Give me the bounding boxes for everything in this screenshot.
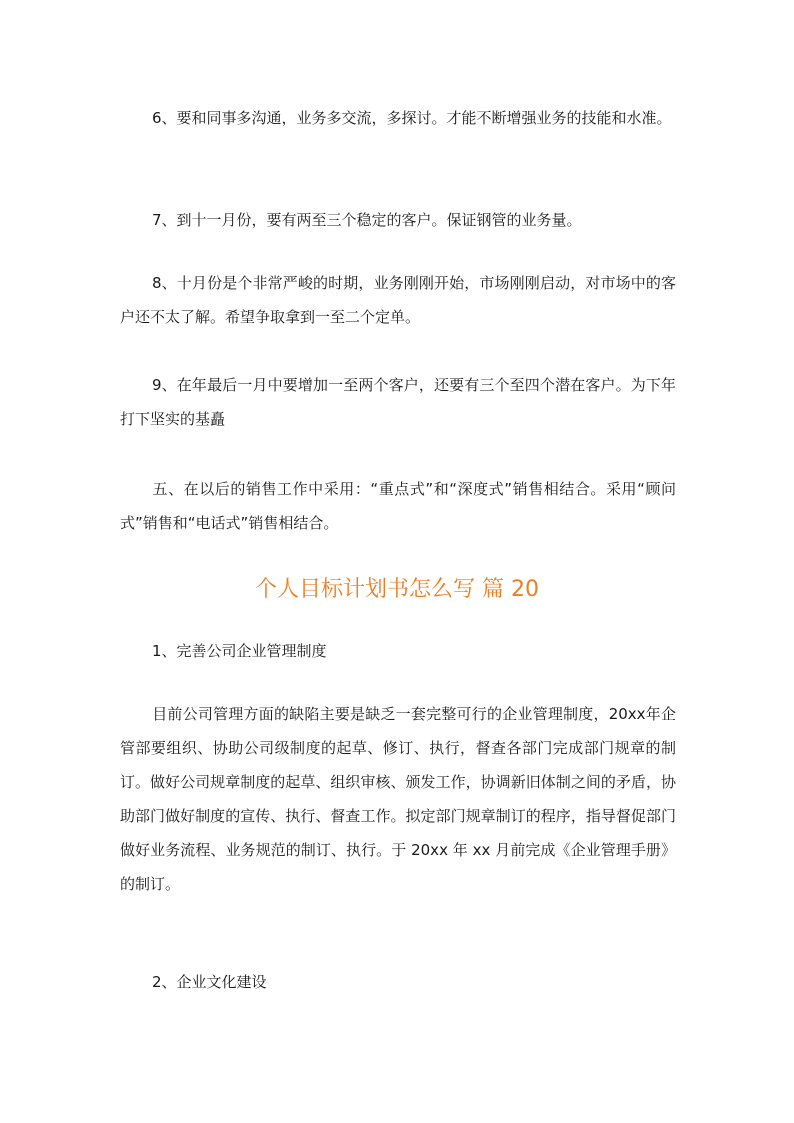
- paragraph-body: [120, 697, 676, 901]
- paragraph-text: 1、完善公司企业管理制度: [152, 642, 327, 660]
- paragraph-item-6: [120, 101, 676, 135]
- paragraph-section-5: [120, 472, 676, 540]
- paragraph-item-2: [120, 965, 676, 999]
- paragraph-text: 五、在以后的销售工作中采用：“重点式”和“深度式”销售相结合。采用“顾问式”销售和“电话式”销售相结合。: [120, 480, 676, 532]
- paragraph-item-7: [120, 203, 676, 237]
- paragraph-item-1: [120, 634, 676, 668]
- paragraph-item-8: [120, 266, 676, 334]
- paragraph-text: 7、到十一月份，要有两至三个稳定的客户。保证钢管的业务量。: [152, 211, 582, 229]
- paragraph-text: 2、企业文化建设: [152, 973, 267, 991]
- paragraph-text: 8、十月份是个非常严峻的时期，业务刚刚开始，市场刚刚启动，对市场中的客户还不太了解。希望争取拿到一至二个定单。: [120, 274, 676, 326]
- paragraph-item-9: [120, 368, 676, 436]
- section-heading: 个人目标计划书怎么写 篇 20: [255, 577, 539, 602]
- paragraph-text: 目前公司管理方面的缺陷主要是缺乏一套完整可行的企业管理制度，20xx年企管部要组织、协助公司级制度的起草、修订、执行，督查各部门完成部门规章的制订。做好公司规章制度的起草、组织审核、颁发工作，协调新旧体制之间的矛盾，协助部门做好制度的宣传、执行、督查工作。拟定部门规章制订的程序，指导督促部门做好业务流程、业务规范的制订、执行。于 20xx 年 xx 月前完成《企业管理手册》的制订。: [120, 705, 676, 893]
- paragraph-text: 9、在年最后一月中要增加一至两个客户，还要有三个至四个潜在客户。为下年打下坚实的基矗: [120, 376, 676, 428]
- paragraph-text: 6、要和同事多沟通，业务多交流，多探讨。才能不断增强业务的技能和水准。: [152, 109, 672, 127]
